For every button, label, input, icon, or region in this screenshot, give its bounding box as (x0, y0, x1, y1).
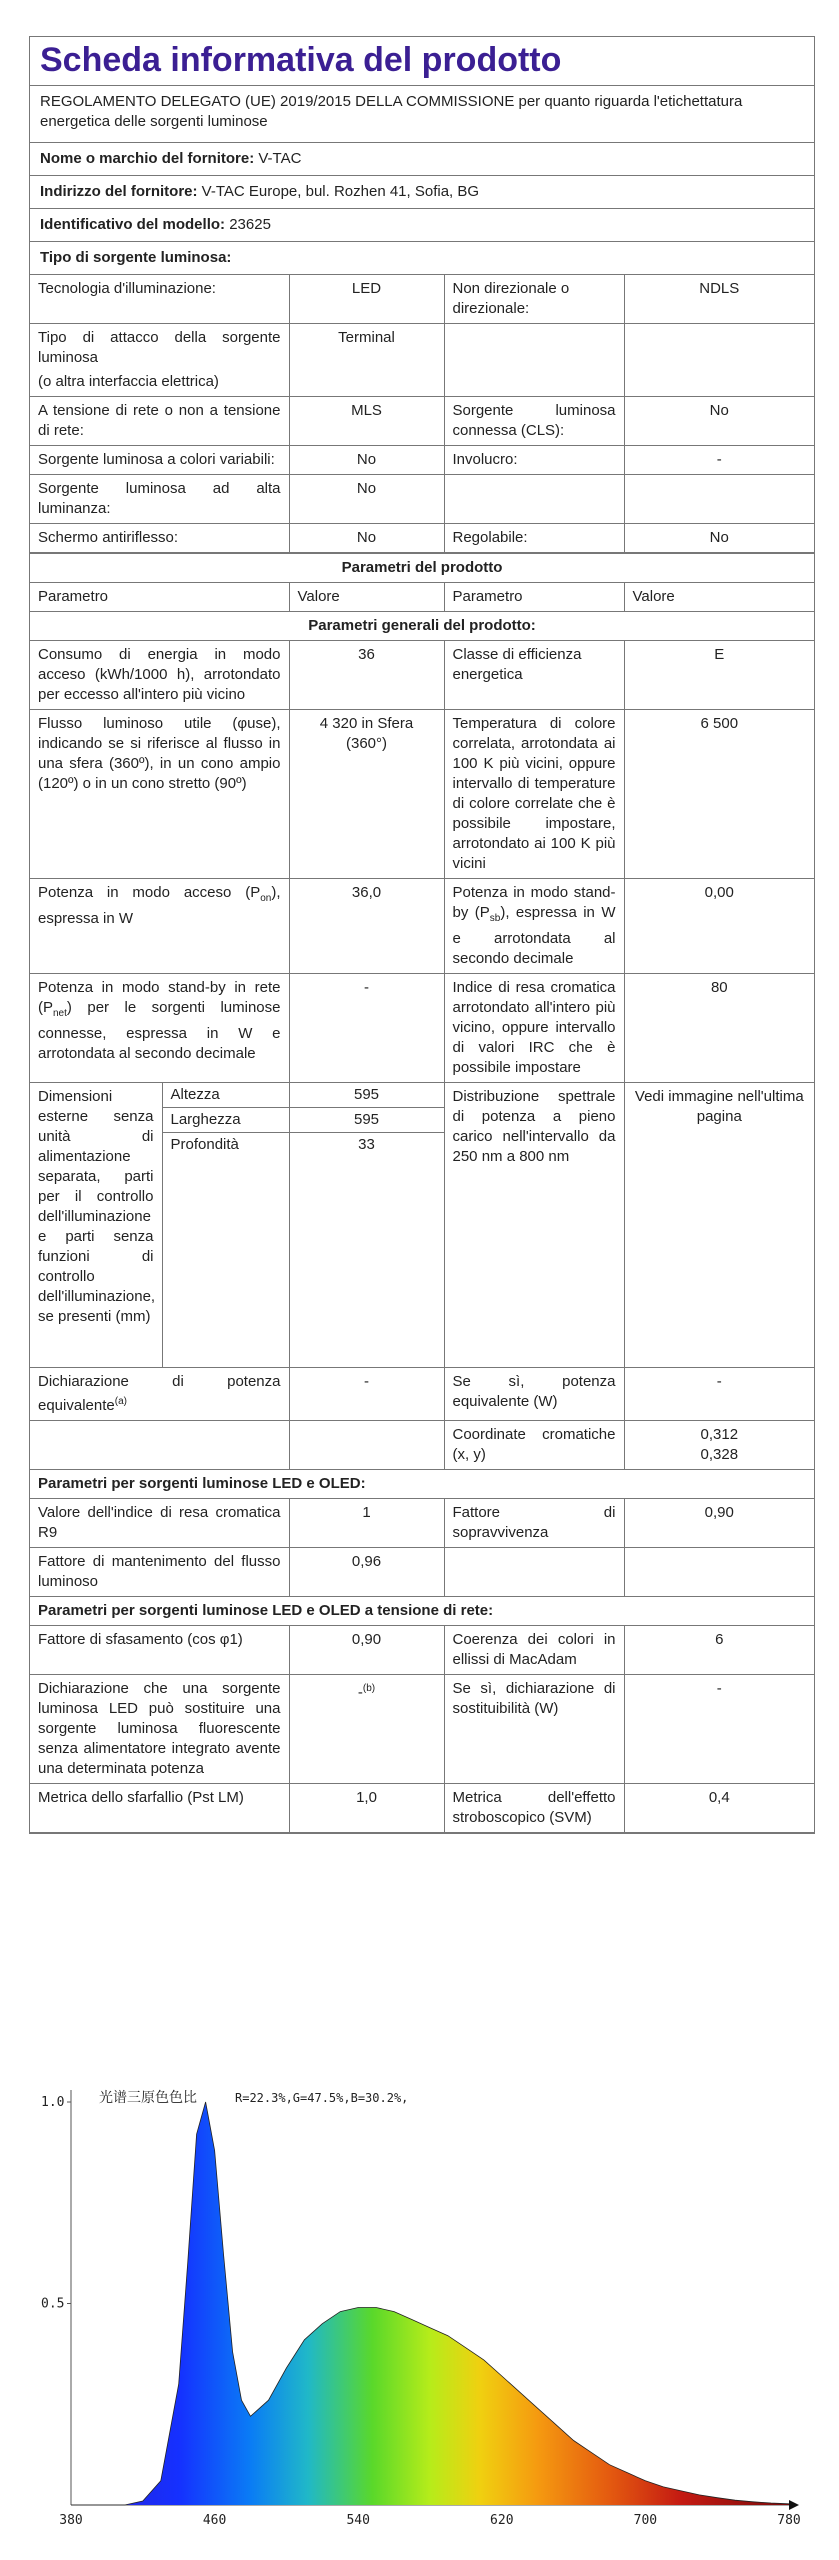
equivalent-power-claim-value: - (289, 1368, 444, 1421)
survival-label: Fattore di sopravvivenza (444, 1499, 624, 1548)
dimmable-value: No (624, 524, 814, 553)
table-row (30, 1368, 814, 1421)
width-label: Larghezza (162, 1108, 289, 1133)
table-row (30, 1499, 814, 1548)
footnote-b: (b) (362, 1683, 376, 1694)
empty-cell (444, 1548, 624, 1597)
r9-value: 1 (289, 1499, 444, 1548)
replacement-watt-label: Se sì, dichiarazione di sostituibilità (W) (444, 1675, 624, 1784)
table-row (30, 1548, 814, 1597)
stroboscopic-label: Metrica dell'effetto stroboscopico (SVM) (444, 1784, 624, 1833)
maintenance-value: 0,96 (289, 1548, 444, 1597)
power-factor-value: 0,90 (289, 1626, 444, 1675)
direction-label: Non direzionale o direzionale: (444, 275, 624, 324)
chart-subtitle: R=22.3%,G=47.5%,B=30.2%, (235, 2091, 409, 2105)
mains-label: A tensione di rete o non a tensione di rete: (30, 397, 289, 446)
standby-label-a: Potenza in modo stand-by (P (452, 884, 616, 921)
cap-value: Terminal (289, 324, 444, 397)
on-power-sub: on (260, 893, 272, 904)
table-row (30, 583, 814, 612)
mains-led-header: Parametri per sorgenti luminose LED e OLED a tensione di rete: (30, 1597, 814, 1626)
cct-value: 6 500 (624, 710, 814, 879)
high-luminance-value: No (289, 475, 444, 524)
network-standby-label (30, 974, 289, 1083)
cap-label-note: (o altra interfaccia elettrica) (38, 373, 219, 390)
empty-cell (289, 1421, 444, 1470)
energy-value: 36 (289, 641, 444, 710)
spectrum-chart (29, 2080, 813, 2530)
network-standby-value: - (289, 974, 444, 1083)
flicker-value: 1,0 (289, 1784, 444, 1833)
table-row (30, 1675, 814, 1784)
flicker-label: Metrica dello sfarfallio (Pst LM) (30, 1784, 289, 1833)
r9-label: Valore dell'indice di resa cromatica R9 (30, 1499, 289, 1548)
empty-cell (624, 1548, 814, 1597)
table-row (30, 554, 814, 583)
empty-cell (624, 324, 814, 397)
supplier-value: V-TAC (258, 150, 302, 167)
x-tick-label: 780 (777, 2513, 801, 2528)
dimensions-label: Dimensioni esterne senza unità di alimentazione separata, parti per il controllo dell'illuminazione e parti senza funzioni di controllo dell'illuminazione, se presenti (mm) (30, 1083, 162, 1368)
mains-value: MLS (289, 397, 444, 446)
equivalent-power-label: Se sì, potenza equivalente (W) (444, 1368, 624, 1421)
table-row (30, 1470, 814, 1499)
cls-value: No (624, 397, 814, 446)
high-luminance-label: Sorgente luminosa ad alta luminanza: (30, 475, 289, 524)
replacement-label: Dichiarazione che una sorgente luminosa LED può sostituire una sorgente luminosa fluorescente senza alimentatore integrato avente una determinata potenza (30, 1675, 289, 1784)
source-type-table (30, 275, 814, 553)
page-title: Scheda informativa del prodotto (30, 37, 814, 86)
tech-value: LED (289, 275, 444, 324)
regulation-text: REGOLAMENTO DELEGATO (UE) 2019/2015 DELLA COMMISSIONE per quanto riguarda l'etichettatura energetica delle sorgenti luminose (30, 86, 814, 143)
params-header: Parametri del prodotto (30, 554, 814, 583)
y-tick-label: 1.0 (41, 2095, 65, 2110)
col-header-value: Valore (289, 583, 444, 612)
model-row (30, 209, 814, 242)
product-info-sheet (29, 36, 815, 1834)
tech-label: Tecnologia d'illuminazione: (30, 275, 289, 324)
col-header-value: Valore (624, 583, 814, 612)
table-row (30, 879, 814, 974)
efficiency-class-label: Classe di efficienza energetica (444, 641, 624, 710)
standby-power-value: 0,00 (624, 879, 814, 974)
led-params-header: Parametri per sorgenti luminose LED e OLED: (30, 1470, 814, 1499)
x-tick-label: 540 (346, 2513, 370, 2528)
anti-glare-label: Schermo antiriflesso: (30, 524, 289, 553)
spectral-label: Distribuzione spettrale di potenza a pieno carico nell'intervallo da 250 nm a 800 nm (444, 1083, 624, 1368)
depth-value: 33 (289, 1133, 444, 1368)
equivalent-claim-text: Dichiarazione di potenza equivalente (38, 1373, 281, 1414)
dimmable-label: Regolabile: (444, 524, 624, 553)
cct-label: Temperatura di colore correlata, arrotondata ai 100 K più vicini, oppure intervallo di temperature di colore correlate che è possibile impostare, arrotondato ai 100 K più vicini (444, 710, 624, 879)
cap-cell (30, 324, 289, 397)
color-tunable-value: No (289, 446, 444, 475)
width-value: 595 (289, 1108, 444, 1133)
cap-label: Tipo di attacco della sorgente luminosa (38, 329, 281, 366)
table-row (30, 1421, 814, 1470)
standby-sub: sb (489, 913, 501, 924)
height-label: Altezza (162, 1083, 289, 1108)
equivalent-power-claim-label (30, 1368, 289, 1421)
equivalent-power-value: - (624, 1368, 814, 1421)
macadam-label: Coerenza dei colori in ellissi di MacAdam (444, 1626, 624, 1675)
table-row (30, 1626, 814, 1675)
table-row (30, 641, 814, 710)
col-header-param: Parametro (444, 583, 624, 612)
chroma-label: Coordinate cromatiche (x, y) (444, 1421, 624, 1470)
envelope-value: - (624, 446, 814, 475)
flux-value: 4 320 in Sfera (360°) (289, 710, 444, 879)
chroma-y: 0,328 (700, 1446, 739, 1463)
y-tick-label: 0.5 (41, 2296, 65, 2312)
network-standby-label-b: ) per le sorgenti luminose connesse, espressa in W e arrotondata al secondo decimale (38, 999, 281, 1062)
chroma-x: 0,312 (700, 1426, 739, 1443)
spectral-value: Vedi immagine nell'ultima pagina (624, 1083, 814, 1368)
x-tick-label: 620 (490, 2513, 514, 2528)
replacement-watt-value: - (624, 1675, 814, 1784)
table-row (30, 397, 814, 446)
empty-cell (444, 324, 624, 397)
power-factor-label: Fattore di sfasamento (cos φ1) (30, 1626, 289, 1675)
table-row (30, 1597, 814, 1626)
empty-cell (444, 475, 624, 524)
table-row (30, 446, 814, 475)
table-row (30, 324, 814, 397)
direction-value: NDLS (624, 275, 814, 324)
depth-label: Profondità (162, 1133, 289, 1368)
replacement-dash: - (357, 1684, 363, 1701)
chroma-value (624, 1421, 814, 1470)
empty-cell (624, 475, 814, 524)
table-row (30, 1083, 814, 1108)
on-power-value: 36,0 (289, 879, 444, 974)
params-table-wrap (30, 554, 814, 1833)
model-value: 23625 (229, 216, 271, 233)
model-label: Identificativo del modello: (40, 216, 226, 233)
x-tick-label: 700 (633, 2513, 658, 2528)
footnote-a: (a) (114, 1396, 127, 1407)
x-tick-label: 460 (202, 2513, 227, 2528)
supplier-label: Nome o marchio del fornitore: (40, 150, 255, 167)
general-params-header: Parametri generali del prodotto: (30, 612, 814, 641)
table-row (30, 475, 814, 524)
address-row (30, 176, 814, 209)
cls-label: Sorgente luminosa connessa (CLS): (444, 397, 624, 446)
table-row (30, 612, 814, 641)
chart-title: 光谱三原色色比 (99, 2090, 197, 2106)
source-type-label: Tipo di sorgente luminosa: (40, 249, 232, 266)
cri-label: Indice di resa cromatica arrotondato all'intero più vicino, oppure intervallo di valori IRC che è possibile impostare (444, 974, 624, 1083)
survival-value: 0,90 (624, 1499, 814, 1548)
empty-cell (30, 1421, 289, 1470)
energy-label: Consumo di energia in modo acceso (kWh/1000 h), arrotondato per eccesso all'intero più vicino (30, 641, 289, 710)
table-row (30, 524, 814, 553)
anti-glare-value: No (289, 524, 444, 553)
envelope-label: Involucro: (444, 446, 624, 475)
params-table (30, 554, 814, 1833)
flux-label: Flusso luminoso utile (φuse), indicando se si riferisce al flusso in una sfera (360º), in un cono ampio (120º) o in un cono stretto (90º) (30, 710, 289, 879)
table-row (30, 710, 814, 879)
source-type-row (30, 242, 814, 275)
efficiency-class-value: E (624, 641, 814, 710)
standby-power-label (444, 879, 624, 974)
macadam-value: 6 (624, 1626, 814, 1675)
address-value: V-TAC Europe, bul. Rozhen 41, Sofia, BG (201, 183, 480, 200)
network-standby-sub: net (53, 1008, 67, 1019)
address-label: Indirizzo del fornitore: (40, 183, 198, 200)
table-row (30, 974, 814, 1083)
stroboscopic-value: 0,4 (624, 1784, 814, 1833)
on-power-label (30, 879, 289, 974)
standby-label-b: ), espressa in W e arrotondata al secondo decimale (452, 904, 616, 967)
cri-value: 80 (624, 974, 814, 1083)
col-header-param: Parametro (30, 583, 289, 612)
height-value: 595 (289, 1083, 444, 1108)
supplier-row (30, 143, 814, 176)
network-standby-label-a: Potenza in modo stand-by in rete (P (38, 979, 281, 1016)
table-row (30, 1784, 814, 1833)
color-tunable-label: Sorgente luminosa a colori variabili: (30, 446, 289, 475)
on-power-label-b: ), espressa in W (38, 884, 281, 927)
table-row (30, 275, 814, 324)
on-power-label-a: Potenza in modo acceso (P (38, 884, 261, 901)
source-type-table-wrap (30, 275, 814, 554)
x-tick-label: 380 (59, 2513, 83, 2528)
maintenance-label: Fattore di mantenimento del flusso luminoso (30, 1548, 289, 1597)
replacement-value (289, 1675, 444, 1784)
